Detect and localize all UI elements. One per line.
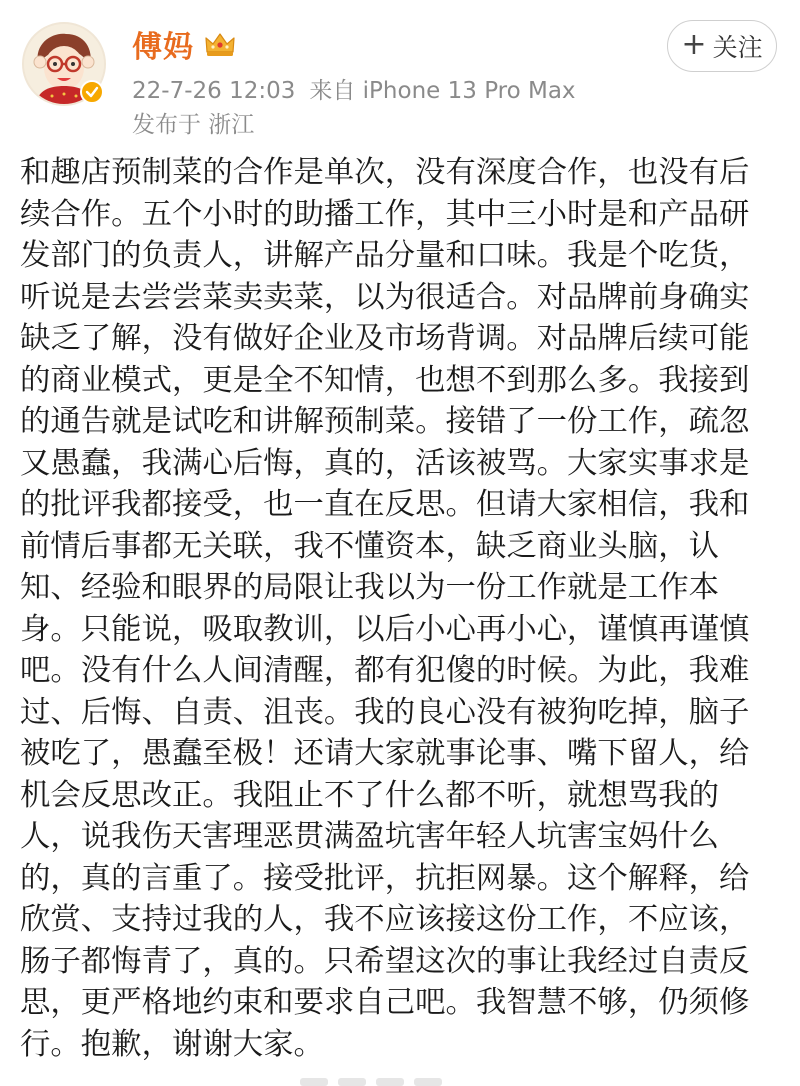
post-text-line: 的商业模式，更是全不知情，也想不到那么多。我接到 — [20, 362, 750, 398]
follow-button-label: 关注 — [712, 33, 763, 62]
post-text-line: 人，说我伤天害理恶贯满盈坑害年轻人坑害宝妈什么 — [20, 819, 719, 854]
post-text-line: 前情后事都无关联，我不懂资本，缺乏商业头脑，认 — [20, 528, 719, 564]
post-text-line: 身。只能说，吸取教训，以后小心再小心，谨慎再谨慎 — [20, 611, 750, 647]
post-text-line: 被吃了，愚蠢至极！还请大家就事论事、嘴下留人，给 — [20, 736, 750, 771]
post-text-line: 又愚蠢，我满心后悔，真的，活该被骂。大家实事求是 — [20, 445, 750, 481]
post-text-line: 肠子都悔青了，真的。只希望这次的事让我经过自责反 — [20, 943, 750, 979]
post-source: 来自 iPhone 13 Pro Max — [309, 78, 576, 104]
post-location: 发布于 浙江 — [132, 112, 255, 138]
post-text-line: 发部门的负责人，讲解产品分量和口味。我是个吃货， — [20, 238, 750, 273]
post-text-line: 缺乏了解，没有做好企业及市场背调。对品牌后续可能 — [20, 321, 750, 356]
post-text-line: 的通告就是试吃和讲解预制菜。接错了一份工作，疏忽 — [20, 404, 750, 439]
post-text-line: 听说是去尝尝菜卖卖菜，以为很适合。对品牌前身确实 — [20, 279, 750, 315]
post-text-line: 的批评我都接受，也一直在反思。但请大家相信，我和 — [20, 487, 750, 522]
post-text-line: 吧。没有什么人间清醒，都有犯傻的时候。为此，我难 — [20, 653, 750, 688]
post-text-line: 的，真的言重了。接受批评，抗拒网暴。这个解释，给 — [20, 860, 750, 896]
post-text-line: 过、后悔、自责、沮丧。我的良心没有被狗吃掉，脑子 — [20, 694, 750, 730]
verified-badge-icon — [80, 80, 104, 104]
post-body — [20, 152, 780, 1065]
follow-button[interactable] — [667, 20, 777, 72]
crown-icon[interactable] — [204, 30, 236, 58]
username[interactable]: 傅妈 — [132, 30, 194, 65]
plus-icon: + — [681, 27, 707, 62]
post-text-line: 思，更严格地约束和要求自己吧。我智慧不够，仍须修 — [20, 985, 750, 1020]
post-text-line: 欣赏、支持过我的人，我不应该接这份工作，不应该， — [20, 902, 750, 937]
username-row — [132, 22, 236, 66]
footer-watermark — [300, 1076, 480, 1086]
post-text-line: 行。抱歉，谢谢大家。 — [20, 1026, 324, 1062]
post-text-line: 续合作。五个小时的助播工作，其中三小时是和产品研 — [20, 196, 750, 232]
post-meta — [132, 72, 576, 105]
post-text-line: 知、经验和眼界的局限让我以为一份工作就是工作本 — [20, 570, 719, 605]
post-time: 22-7-26 12:03 — [132, 78, 296, 104]
post-text-line: 机会反思改正。我阻止不了什么都不听，就想骂我的 — [20, 777, 719, 813]
post-text-line: 和趣店预制菜的合作是单次，没有深度合作，也没有后 — [20, 155, 750, 190]
post-header — [0, 0, 800, 150]
